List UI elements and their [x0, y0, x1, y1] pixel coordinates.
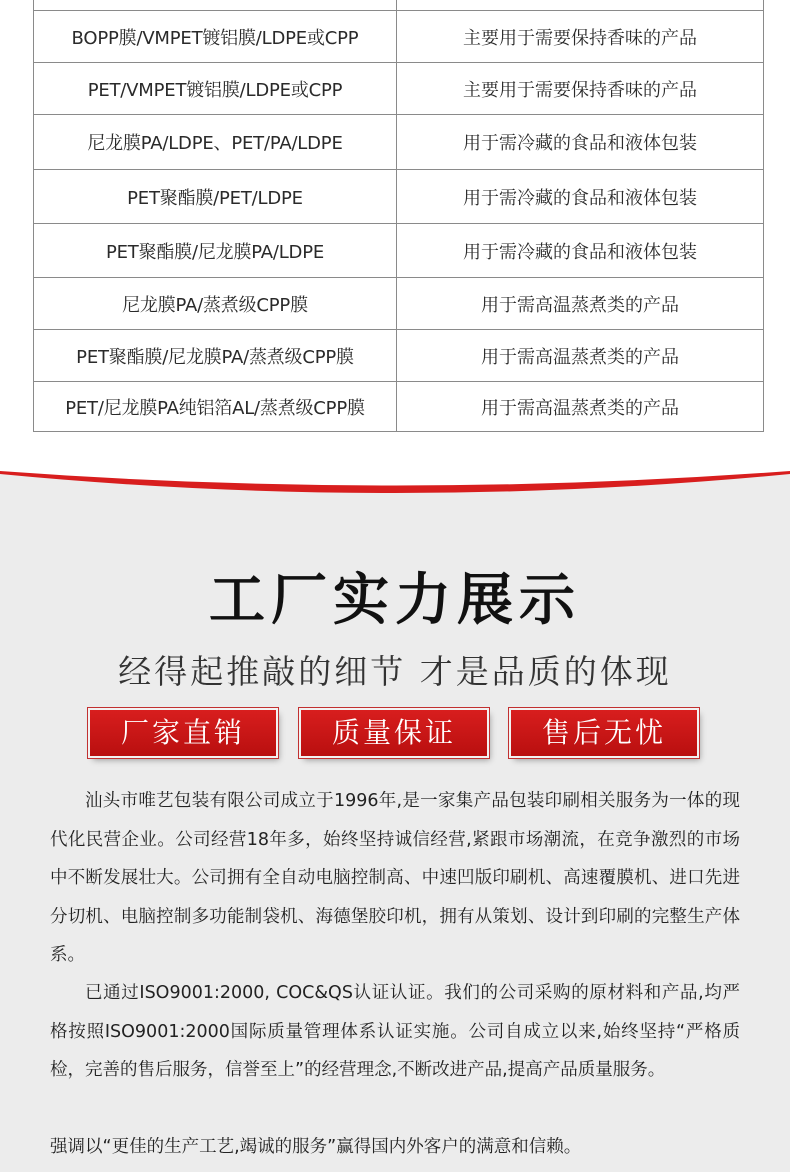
- table-row: [34, 0, 764, 11]
- badge-row: [90, 710, 700, 758]
- table-row: [34, 224, 764, 278]
- material-cell: PET聚酯膜/尼龙膜PA/LDPE: [34, 224, 397, 278]
- use-cell: 主要用于需要保持香味的产品: [397, 11, 764, 63]
- table-row: [34, 115, 764, 170]
- use-cell: 用于需高温蒸煮类的产品: [397, 382, 764, 432]
- table-row: [34, 278, 764, 330]
- badge-quality-guarantee: 质量保证: [301, 710, 487, 756]
- material-table-section: [0, 0, 790, 468]
- badge-direct-sales: 厂家直销: [90, 710, 276, 756]
- use-cell: 用于需冷藏的食品和液体包装: [397, 224, 764, 278]
- use-cell: 主要用于需要保持香味的产品: [397, 63, 764, 115]
- table-row: [34, 330, 764, 382]
- section-title: 工厂实力展示: [209, 568, 581, 633]
- red-arc-divider: [0, 468, 790, 508]
- section-subtitle: 经得起推敲的细节 才是品质的体现: [118, 652, 672, 691]
- company-intro-paragraph: 汕头市唯艺包装有限公司成立于1996年,是一家集产品包装印刷相关服务为一体的现代化民营企业。公司经营18年多，始终坚持诚信经营,紧跟市场潮流，在竞争激烈的市场中不断发展壮大。公司拥有全自动电脑控制高、中速凹版印刷机、高速覆膜机、进口先进分切机、电脑控制多功能制袋机、海德堡胶印机，拥有从策划、设计到印刷的完整生产体系。: [50, 791, 740, 965]
- factory-section: [0, 468, 790, 1172]
- use-cell: 用于需冷藏的食品和液体包装: [397, 115, 764, 170]
- material-cell: PET/VMPET镀铝膜/LDPE或CPP: [34, 63, 397, 115]
- certification-paragraph: 已通过ISO9001:2000, COC&QS认证认证。我们的公司采购的原材料和产品,均严格按照ISO9001:2000国际质量管理体系认证实施。公司自成立以来,始终坚持“严格质检，完善的售后服务，信誉至上”的经营理念,不断改进产品,提高产品质量服务。: [50, 983, 740, 1080]
- use-cell: 用于需冷藏的食品和液体包装: [397, 170, 764, 224]
- material-cell: PET聚酯膜/PET/LDPE: [34, 170, 397, 224]
- material-cell: [34, 0, 397, 11]
- use-cell: 用于需高温蒸煮类的产品: [397, 330, 764, 382]
- badge-after-sales: 售后无忧: [511, 710, 697, 756]
- material-cell: 尼龙膜PA/蒸煮级CPP膜: [34, 278, 397, 330]
- use-cell: 用于需高温蒸煮类的产品: [397, 278, 764, 330]
- table-row: [34, 63, 764, 115]
- material-table: [33, 0, 764, 432]
- use-cell: [397, 0, 764, 11]
- slogan-paragraph: 强调以“更佳的生产工艺,竭诚的服务”赢得国内外客户的满意和信赖。: [50, 1137, 582, 1157]
- material-cell: 尼龙膜PA/LDPE、PET/PA/LDPE: [34, 115, 397, 170]
- table-row: [34, 11, 764, 63]
- material-cell: PET/尼龙膜PA纯铝箔AL/蒸煮级CPP膜: [34, 382, 397, 432]
- table-row: [34, 170, 764, 224]
- material-cell: PET聚酯膜/尼龙膜PA/蒸煮级CPP膜: [34, 330, 397, 382]
- table-row: [34, 382, 764, 432]
- material-cell: BOPP膜/VMPET镀铝膜/LDPE或CPP: [34, 11, 397, 63]
